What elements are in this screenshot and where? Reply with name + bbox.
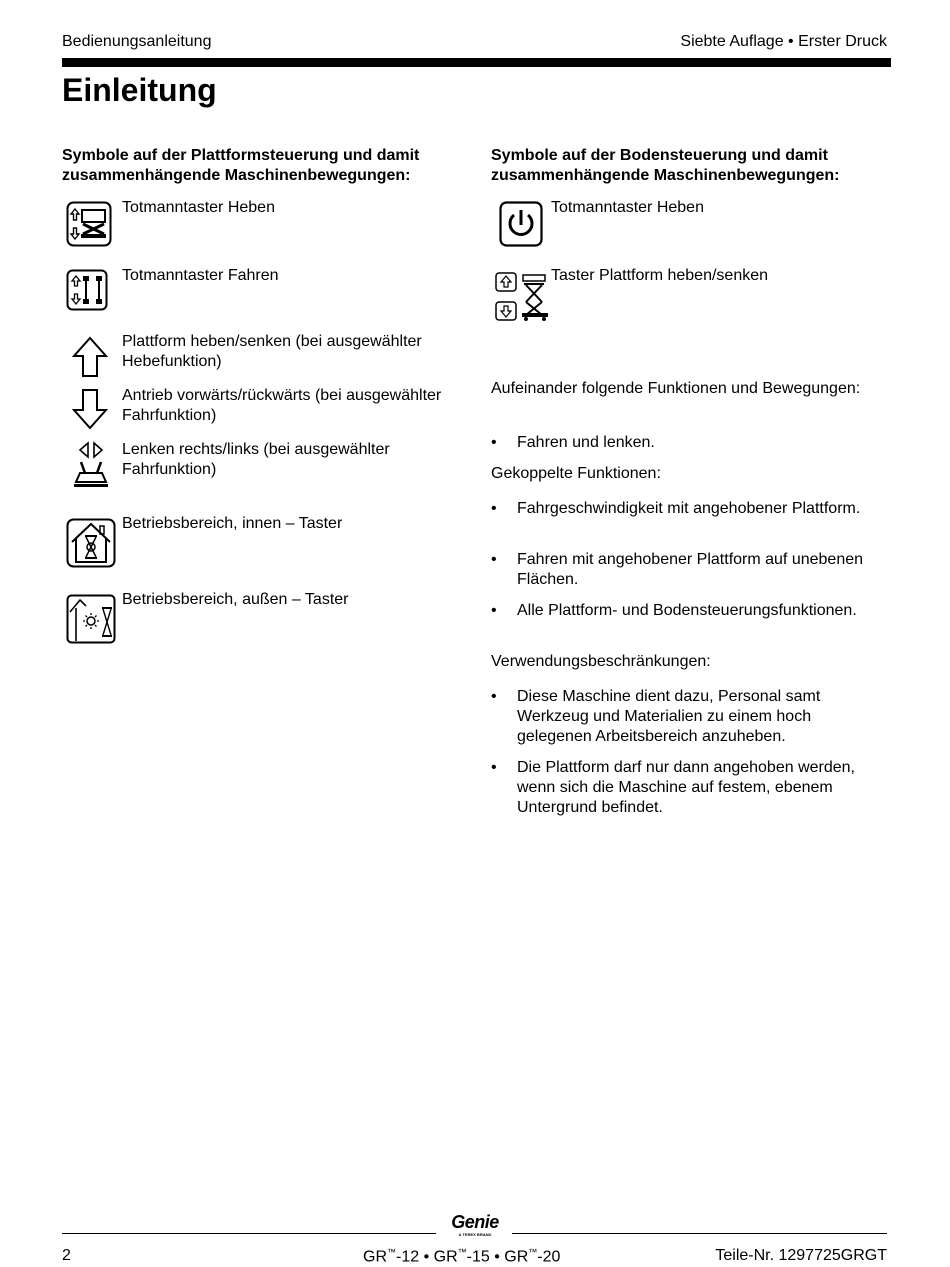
steer-icon: [72, 440, 110, 490]
coupled-functions-heading: Gekoppelte Funktionen:: [491, 465, 661, 482]
steer-label: Lenken rechts/links (bei ausgewählter Fahrfunktion): [122, 441, 390, 478]
header-manual-title: Bedienungsanleitung: [62, 33, 212, 50]
arrow-down-icon: [72, 388, 108, 430]
indoor-mode-label: Betriebsbereich, innen – Taster: [122, 515, 343, 532]
bullet-marker: •: [491, 500, 497, 517]
footer-rule-right: [512, 1233, 887, 1234]
genie-logo: Genie A TEREX BRAND: [451, 1212, 499, 1237]
drive-enable-label: Totmanntaster Fahren: [122, 267, 279, 284]
page-title: Einleitung: [62, 72, 217, 108]
footer-rule-left: [62, 1233, 436, 1234]
right-column: Symbole auf der Bodensteuerung und damit zusammenhängende Maschinenbewegungen: Totmanntaster Heben Taster Plattform heben/senken Aufeinander folgende Funktionen und Bewegungen: • Fahren und lenken. Gekoppelte Funktionen: • Fahrgeschwindigkeit mit angehobener Plattform. • Fahren mit angehobener Plattform auf unebenen Flächen. • Alle Plattform- und Bodensteuerungsfunktionen. Verwendungsbeschränkungen: • Diese Maschine dient dazu, Personal samt Werkzeug und Materialien zu einem hoch gelegenen Arbeitsbereich anzuheben. • Die Plattform darf nur dann angehoben werden, wenn sich die Maschine auf festem, ebenem Untergrund befindet.: [491, 146, 891, 186]
platform-up-down-icon: [495, 272, 549, 322]
lift-enable-label: Totmanntaster Heben: [122, 199, 275, 216]
bullet-marker: •: [491, 551, 497, 568]
model-designation: GR™-12 • GR™-15 • GR™-20: [363, 1247, 561, 1266]
bullet-marker: •: [491, 759, 497, 776]
header-rule: [62, 58, 891, 67]
drive-enable-icon: [66, 269, 108, 311]
platform-up-down-label: Taster Plattform heben/senken: [551, 267, 769, 284]
bullet-marker: •: [491, 602, 497, 619]
ground-lift-enable-label: Totmanntaster Heben: [551, 199, 704, 216]
outdoor-mode-label: Betriebsbereich, außen – Taster: [122, 591, 349, 608]
platform-controls-heading: Symbole auf der Plattformsteuerung und damit zusammenhängende Maschinenbewegungen:: [62, 147, 420, 184]
indoor-house-icon: [66, 518, 116, 568]
drive-fwd-rev-label: Antrieb vorwärts/rückwärts (bei ausgewählter Fahrfunktion): [122, 387, 442, 424]
bullet-marker: •: [491, 434, 497, 451]
lift-up-down-label: Plattform heben/senken (bei ausgewählter Hebefunktion): [122, 333, 422, 370]
usage-restrictions-heading: Verwendungsbeschränkungen:: [491, 653, 711, 670]
lift-enable-icon: [66, 201, 112, 247]
arrow-up-icon: [72, 336, 108, 378]
part-number: Teile-Nr. 1297725GRGT: [715, 1247, 887, 1264]
left-column: [62, 146, 462, 608]
header-edition: Siebte Auflage • Erster Druck: [680, 33, 887, 50]
power-icon: [499, 201, 543, 247]
ground-controls-heading: Symbole auf der Bodensteuerung und damit zusammenhängende Maschinenbewegungen:: [491, 147, 840, 184]
page-number: 2: [62, 1247, 71, 1264]
outdoor-house-icon: [66, 594, 116, 644]
bullet-marker: •: [491, 688, 497, 705]
sequential-functions-heading: Aufeinander folgende Funktionen und Bewegungen:: [491, 380, 861, 397]
